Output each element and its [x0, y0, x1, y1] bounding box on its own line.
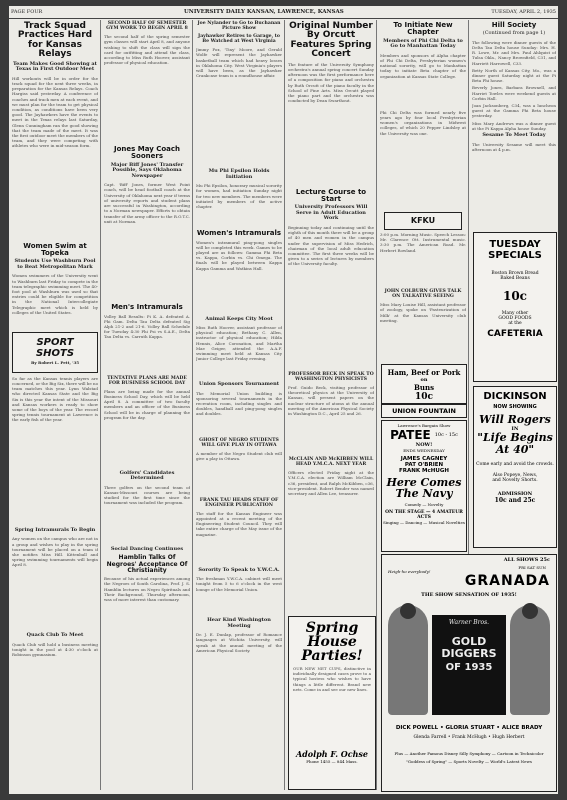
kfku-schedule: 3:00 p.m. Morning Music. Speech Lesson: Mr. Clarence Ott. Instrumental music. 3:30 p.m. The American Road. Mr. Herbert Rowland. — [380, 232, 466, 253]
ywca-headline: Sorority To Speak to Y.W.C.A. — [198, 566, 280, 573]
ham-price: 10c — [414, 392, 433, 402]
sport-shots-title: SPORT SHOTS — [35, 337, 75, 359]
patee-extra: Comedy — Novelty — [404, 502, 444, 507]
column-rule — [100, 20, 101, 790]
granada-days: FRI SAT SUN — [518, 565, 546, 570]
ad-body: OUR NEW NET CUPS, distinctive in individually designed cases prove to a typical hostess who wishes to have things a little different. Brand new nets. Come in and see our new lines. — [293, 666, 371, 692]
hill-society-text-1: The following were dinner guests of the Delta Tau Delta house Sunday: Mrs. H. R. Lowe, Mr. and Mrs. Paul Ahlquist of Tulsa Okla., Nancy Brownfield, C31, and Harriett Harrowell, C33. — [472, 39, 556, 66]
ywca-article: The freshman Y.W.C.A. cabinet will meet tonight from 5 to 6 o'clock in the west lounge of the Memorial Union. — [196, 576, 282, 592]
granada-name: GRANADA — [464, 573, 550, 589]
dancer-head-left — [400, 603, 416, 619]
dickinson-price: 10c and 25c — [494, 497, 536, 504]
social-headline: Social Dancing Continues — [110, 545, 184, 552]
patee-price: 10c - 15c — [434, 432, 458, 438]
ymca-headline: McCLAIN AND McKIBBEN WILL HEAD Y.M.C.A. NEXT YEAR — [288, 457, 374, 468]
dickinson-extra2: and Novelty Shorts. — [492, 478, 538, 483]
sport-shots-article: So far as the Kansas tennis players are concerned, or the Big Six, there will be no team matches this year. Lynn Walstad who directed Kansas State and the Big Six is this year the intent of the Missouri and Kansas workers is ready to show some of the boys of the year. The record spring tennis tournament at Lawrence is the early fish of the year. — [12, 375, 98, 423]
womens-intramurals-article: Women's intramural ping-pong singles will be completed this week. Games to be played are as follows: Gamma Phi Beta vs. Kappa, Corbin vs. Chi Omega. The finals will be played between Kappa Kappa Gamma and Watkins Hall. — [196, 239, 282, 271]
tuesday-item4: GOOD FOODS — [498, 316, 532, 321]
ad-parties: Parties! — [301, 648, 363, 664]
ham-line1: Ham, Beef or Pork — [387, 368, 461, 377]
column-rule — [192, 20, 193, 790]
track-headline: Track Squad Practices Hard for Kansas Relays — [17, 21, 93, 60]
quack-club-article: Quack Club will hold a business meeting tonight in the pool at 4:30 o'clock at Robinson gymnasium. — [12, 641, 98, 658]
granada-all-shows: ALL SHOWS 25c — [503, 557, 550, 563]
column-2 — [104, 20, 190, 792]
beck-article: Prof. Guido Beck, visiting professor of theoretical physics at the University of Kansas, will present papers on the nuclear structure of atoms at the annual meeting of the American Physical Society in Washington D.C., April 25 and 26. — [288, 385, 374, 417]
lecture-headline: Lecture Course to Start — [295, 187, 367, 204]
hill-society-headline: Hill Society — [491, 21, 537, 29]
golf-article: Three golfers on the second team of Kansas-Missouri courses are being studied for the first time since the tournament was included the program. — [104, 484, 190, 506]
union-tournament-article: The Memorial Union building is sponsoring several tournaments in the recreation room, including singles and doubles, handball and ping-pong singles and doubles. — [196, 390, 282, 417]
ham-line3: Buns — [413, 383, 435, 392]
kfku-title: KFKU — [410, 215, 436, 225]
nylander-headline: Joe Nylander to Go to Buchanan Picture Show — [197, 21, 281, 32]
animal-headline: Animal Keeps City Moot — [205, 315, 273, 322]
initiate-article-2: Phi Chi Delta was formed nearly five years ago by four local Presbyterian women's organizations in Midwest colleges, of which 20 Pepper Lindsley at the University was one. — [380, 109, 466, 136]
ad-phone: Phone 1455 — 844 Mass. — [306, 759, 358, 764]
engineer-article: The staff for the Kansas Engineer was appointed at a recent meeting of the Engineering Student Council. They will take entire charge of the May issue of the magazine. — [196, 510, 282, 537]
tuesday-line1: TUESDAY — [489, 239, 541, 250]
masthead — [9, 6, 558, 19]
sesame-article: The University Sesame will meet this afternoon at 4 p.m. — [472, 141, 556, 152]
animal-article: Miss Ruth Hoover, assistant professor of physical education; Bethany C. Allen, instructor of physical education; Hilda Hennis, Alice Coronation, and Martha Mae Geiger, attended the A.A.F. swimming meet held at Kansas City Junior College last Friday evening. — [196, 325, 282, 362]
dickinson-extra1: Also Popeye, News, — [492, 473, 538, 478]
business-day-headline: TENTATIVE PLANS ARE MADE FOR BUSINESS SCHOOL DAY — [107, 375, 187, 386]
ham-line2: on — [420, 377, 428, 383]
patee-name: PATEE — [390, 428, 431, 442]
dancer-illustration-right — [510, 605, 550, 715]
patee-stage: ON THE STAGE — 4 AMATEUR ACTS — [385, 510, 463, 520]
granada-extra-2: "Goddess of Spring" — Sports Novelty — World's Latest News — [406, 759, 532, 764]
tuesday-specials-ad — [473, 232, 557, 382]
ad-signature: Adolph F. Ochse — [295, 749, 369, 759]
hill-society-text-4: Joan Jacksonberg, C34, was a luncheon guest at the Gamma Phi Beta house yesterday. — [472, 103, 556, 119]
jayhawker-article: Jimmy Fox, 'Tiny' Moore, and Gerald Wolfe will represent the Jayhawker basketball team which had heavy losses in Oklahoma City. West Virginia's players will have been, as the Jayhawker Crankcase team is a roundhouse affair. — [196, 47, 282, 79]
lecture-article: Beginning today and continuing until the eighth of this month there will be a group of 40 men and women in the campus under the supervision of Miss Hedrich, chairman of the local adult education committee. The first three weeks will be given to a series of lectures by members of the University faculty. — [288, 224, 374, 267]
womens-intramurals-headline: Women's Intramurals — [196, 229, 282, 238]
column-rule — [376, 20, 377, 790]
dickinson-in: IN — [511, 426, 519, 432]
beck-headline: PROFESSOR BECK IN SPEAK TO WASHINGTON PHYSICISTS — [288, 371, 374, 382]
mu-phi-article: Mu Phi Epsilon, honorary musical sorority for women, had initiation Sunday night for two new members. The members were initiated by members of the active chapter. — [196, 183, 282, 209]
initiate-article: Members and sponsors of Alpha chapter of Phi Chi Delta, Presbyterian women's national sorority, will go to Manhattan today to initiate Beta chapter of the organization at Kansas State College. — [380, 52, 466, 79]
spring-intramurals-article: Any women on the campus who are not in a group and wishes to play in the spring tournament will be placed on a team if she notifies Miss Hill. Kittenball and spring swimming tournaments will begin April 8. — [12, 536, 98, 568]
tuesday-item3: Many other — [501, 311, 529, 316]
granada-stars-2: Glenda Farrell • Frank McHugh • Hugh Herbert — [413, 735, 525, 740]
golf-headline: Golfers' Candidates Determined — [119, 469, 175, 482]
mu-phi-headline: Mu Phi Epsilon Holds Initiation — [208, 168, 270, 180]
jones-headline: Jones May Coach Sooners — [113, 145, 181, 161]
dickinson-tag: Come early and avoid the crowds. — [476, 462, 554, 467]
granada-extra: Plus — Another Famous Disney Silly Symphony — Cartoon in Technicolor — [394, 751, 544, 756]
hill-society-subhead: (Continued from page 1) — [482, 30, 546, 37]
mens-intramurals-headline: Men's Intramurals — [111, 303, 183, 312]
gym-headline: SECOND HALF OF SEMESTER GYM WORK TO BEGIN APRIL 8 — [106, 21, 188, 32]
tuesday-price: 10c — [502, 289, 527, 303]
jones-subhead: Major Biff Jones' Transfer Possible, Says Oklahoma Newspaper — [110, 161, 184, 179]
issue-date: TUESDAY, APRIL 2, 1935 — [491, 9, 556, 15]
patee-costar: PAT O'BRIEN — [404, 462, 444, 468]
orcutt-article: The feature of the University Symphony orchestra's annual spring concert Sunday afternoon was the first performance here of a composition for piano and orchestra by Ruth Orcutt of the piano faculty in the School of Fine Arts. Miss Orcutt played the piano part and the orchestra was conducted by Dean Swarthout. — [288, 61, 374, 104]
spring-intramurals-headline: Spring Intramurals To Begin — [14, 526, 96, 533]
patee-extra2: Singing — Dancing — Musical Novelties — [383, 520, 465, 525]
cafeteria-name: CAFETERIA — [487, 329, 543, 339]
spring-house-parties-ad — [288, 616, 376, 790]
sport-shots-byline: By Robert L. Pett, '35 — [30, 360, 80, 366]
quack-club-headline: Quack Club To Meet — [26, 632, 84, 639]
granada-sub: THE SHOW SENSATION OF 1935! — [421, 592, 517, 598]
negro-students-article: A member of the Negro Student club will give a play in Ottawa. — [196, 450, 282, 461]
dickinson-admission: ADMISSION — [497, 491, 533, 497]
swim-headline: Women Swim at Topeka — [23, 241, 87, 258]
gym-article: The second half of the spring semester gym classes will start April 8, and anyone wishing to shift the class will sign the card for outfitting and attend the class, according to Miss Ruth Hoover, assistant professor of physical education. — [104, 34, 190, 66]
dickinson-now: NOW SHOWING — [493, 404, 537, 410]
swim-article: Women swimmers of the University went to Washburn last Friday to compete in the team telegraphic swimming meet. The 40-foot pool at Washburn was used so that entries could be eligible for competition in the National Intercollegiate Telegraphic meet which is held by colleges of the United States. — [12, 273, 98, 315]
ham-ad — [381, 364, 467, 404]
engineer-headline: FRANK TAU HEADS STAFF OF ENGINEER PUBLICATION — [199, 497, 279, 508]
granada-stars: DICK POWELL • GLORIA STUART • ALICE BRADY — [395, 725, 543, 731]
patee-now: NOW! — [415, 442, 433, 448]
tuesday-item1: Boston Brown Bread — [491, 271, 539, 276]
dickinson-name: DICKINSON — [483, 391, 547, 402]
jones-article: Capt. 'Biff' Jones, former West Point coach, will be head football coach at the University of Oklahoma next year if terms of university reports and student plans are successful in Washington, according to a Norman newspaper. Efforts to obtain transfer of the army officer to the R.O.T.C. unit at Norman. — [104, 182, 190, 224]
business-day-article: Plans are being made for the annual Business School Day, which will be held April 8. A committee of two faculty members and an officer of the Business School will be in charge of planning the program for the day. — [104, 388, 190, 420]
initiate-headline: To Initiate New Chapter — [393, 21, 453, 37]
dancer-head-right — [522, 603, 538, 619]
hamblin-headline: Hamblin Talks Of Negroes' Acceptance Of Christianity — [106, 554, 188, 574]
track-subhead: Team Makes Good Showing at Texas in First Outdoor Meet — [13, 60, 97, 73]
tuesday-item5: at the — [508, 321, 522, 326]
washington-article: Dr. J. E. Dunlap, professor of Romance languages at Wichita University, will speak at the annual meeting of the American Physical Society. — [196, 632, 282, 653]
hamblin-article: Because of his actual experiences among the Negroes of South Carolina, Prof. J. S. Hamblin lectures on Negro Spirituals and Their Background, Thursday afternoon, was of more interest than customary. — [104, 576, 190, 602]
newspaper-page — [9, 6, 558, 794]
gold-diggers-year: OF 1935 — [445, 662, 493, 673]
hill-society-text-3: Beverly Jones, Barbara Brownell, and Harriet Towles were weekend guests at Corbin Hall. — [472, 85, 556, 101]
column-3 — [196, 20, 282, 792]
ad-spring: Spring — [305, 620, 359, 636]
warner-logo: Warner Bros. — [448, 619, 490, 626]
patee-star: JAMES CAGNEY — [400, 456, 448, 462]
column-rule — [284, 20, 285, 790]
hill-society-text-5: Miss Mary Andrews was a dinner guest at the Pi Kappa Alpha house Sunday. — [472, 120, 556, 131]
union-fountain-ad — [381, 404, 467, 418]
ad-house: House — [307, 634, 357, 650]
gold-diggers-title-block — [432, 615, 506, 715]
page-number: PAGE FOUR — [11, 9, 43, 15]
gold-diggers-title: GOLD DIGGERS — [441, 635, 497, 660]
washington-headline: Hear Kind Washington Meeting — [207, 617, 271, 629]
dancer-illustration-left — [388, 605, 428, 715]
ymca-article: Officers elected Friday night at the Y.M.C.A. election are William McClain, c36, president, and Ralph McKibben, c36, vice-president. Robert Bender was named secretary and Allen Lee, treasurer. — [288, 470, 374, 496]
granada-tag: Heigh-ho everybody! — [388, 569, 431, 574]
patee-title: Here Comes The Navy — [386, 476, 462, 500]
jayhawker-headline: Jayhawker Retires to Garage, to Be Watched at West Virginia — [198, 34, 280, 45]
initiate-subhead: Members of Phi Chi Delta to Go to Manhattan Today — [383, 37, 463, 50]
patee-top: Lawrence's Bargain Show — [397, 423, 451, 428]
dickinson-title: "Life Begins At 40" — [477, 431, 553, 456]
union-fountain-label: UNION FOUNTAIN — [392, 407, 456, 415]
colburn-headline: JOHN COLBURN GIVES TALK ON TALKATIVE SEEING — [384, 289, 462, 300]
dickinson-ad — [473, 386, 557, 548]
paper-name: UNIVERSITY DAILY KANSAN, LAWRENCE, KANSAS — [184, 9, 344, 15]
patee-ad — [381, 420, 467, 552]
granada-ad — [381, 554, 557, 792]
hill-society-text-2: Betty North of Kansas City, Mo., was a dinner guest Saturday night at the Pi Beta Phi house. — [472, 67, 556, 84]
colburn-article: Miss Mary Louise Hill, assistant professor of zoology, spoke on 'Pasteurization of Milk' at the Kansas University club meeting. — [380, 302, 466, 323]
kfku-box — [384, 212, 462, 230]
patee-ends: ENDS WEDNESDAY — [403, 448, 445, 453]
column-1 — [12, 20, 98, 792]
lecture-subhead: University Professors Will Serve in Adult Education Work — [294, 204, 368, 222]
union-tournament-headline: Union Sponsors Tournament — [198, 381, 280, 388]
sport-shots-box — [12, 332, 98, 372]
sesame-headline: Sesame To Meet Today — [482, 132, 546, 139]
orcutt-headline: Original Number By Orcutt Features Spring Concert — [289, 21, 373, 60]
tuesday-item2: Baked Beans — [500, 276, 530, 281]
mens-intramurals-article: Volley Ball Results: Pi K. A. defeated A. Phi Gam. Delta Tau Delta defeated Sig Alph 21-2 and 21-6. Volley Ball Schedule for Tuesday 4:30 Phi Psi vs S.A.E., Delta Tau Delta vs. Carruth Kappa. — [104, 313, 190, 340]
patee-costar2: FRANK McHUGH — [399, 468, 449, 474]
track-article: Hill workouts will be in order for the track squad for the next three weeks, in preparation for the Kansas Relays. Coach Hargiss said yesterday. A conference of coaches and track men at each event, and we must plan for the team to get physical condition, as conditions have been very good. The Jayhawkers have the events to meet in the Texas relays last Saturday, Glenn Cunningham ran the good showing that the team made of the meet. It was the first outdoor meet the members of the team, and they were competing with athletes who were in mid-season form. — [12, 75, 98, 149]
swim-subhead: Students Use Washburn Pool to Beat Metropolitan Mark — [14, 258, 96, 270]
negro-students-headline: GHOST OF NEGRO STUDENTS WILL GIVE PLAY IN OTTAWA — [199, 437, 279, 448]
tuesday-line2: SPECIALS — [488, 250, 542, 261]
dickinson-star: Will Rogers — [479, 413, 551, 426]
